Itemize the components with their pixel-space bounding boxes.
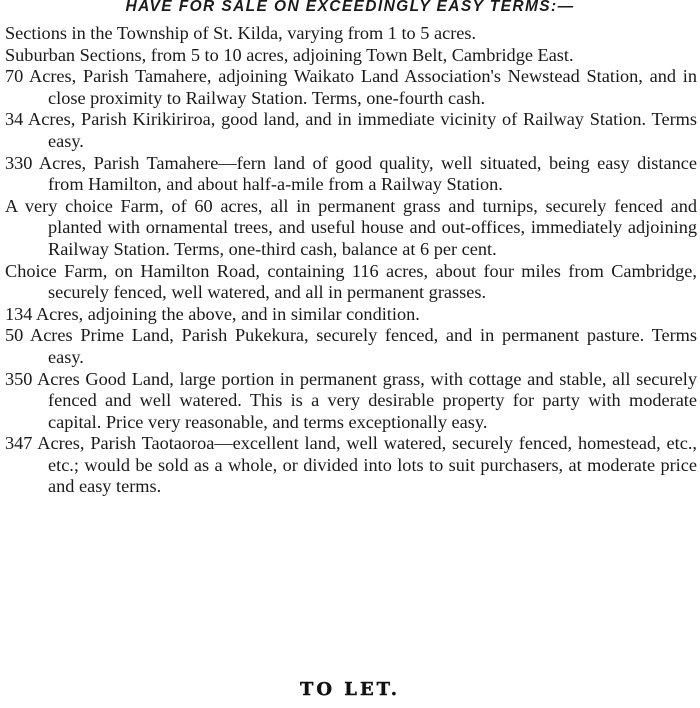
- listing-entry: 134 Acres, adjoining the above, and in similar condition.: [5, 303, 420, 324]
- listing-entry: 350 Acres Good Land, large portion in permanent grass, with cottage and stable, all securely fenced and well watered. This is a very desirable property for party with moderate capital. Price very reasonable, and terms exceptionally easy.: [5, 368, 697, 432]
- listing-entry: 34 Acres, Parish Kirikiriroa, good land, and in immediate vicinity of Railway Station. Terms easy.: [5, 109, 697, 151]
- listing-entry: 50 Acres Prime Land, Parish Pukekura, securely fenced, and in permanent pasture. Terms easy.: [5, 325, 697, 367]
- listing-entry: A very choice Farm, of 60 acres, all in permanent grass and turnips, securely fenced and planted with ornamental trees, and useful house and out-offices, immediately adjoining Railway Station. Terms, one-third cash, balance at 6 per cent.: [5, 195, 697, 259]
- listing-entry: 347 Acres, Parish Taotaoroa—excellent land, well watered, securely fenced, homestead, etc., etc.; would be sold as a whole, or divided into lots to suit purchasers, at moderate price and easy terms.: [5, 433, 697, 497]
- to-let-heading: TO LET.: [299, 679, 401, 700]
- listing-entry: 330 Acres, Parish Tamahere—fern land of good quality, well situated, being easy distance from Hamilton, and about half-a-mile from a Railway Station.: [5, 152, 697, 195]
- listing-entry: Choice Farm, on Hamilton Road, containing 116 acres, about four miles from Cambridge, securely fenced, well watered, and all in permanent grasses.: [5, 260, 697, 303]
- listing-entry: Sections in the Township of St. Kilda, varying from 1 to 5 acres.: [5, 23, 477, 43]
- listing-entry: 70 Acres, Parish Tamahere, adjoining Waikato Land Association's Newstead Station, and in close proximity to Railway Station. Terms, one-fourth cash.: [5, 66, 697, 108]
- listing-entries: [5, 23, 697, 498]
- listing-entry: Suburban Sections, from 5 to 10 acres, adjoining Town Belt, Cambridge East.: [5, 44, 574, 65]
- page-heading: HAVE FOR SALE ON EXCEEDINGLY EASY TERMS:—: [125, 0, 575, 15]
